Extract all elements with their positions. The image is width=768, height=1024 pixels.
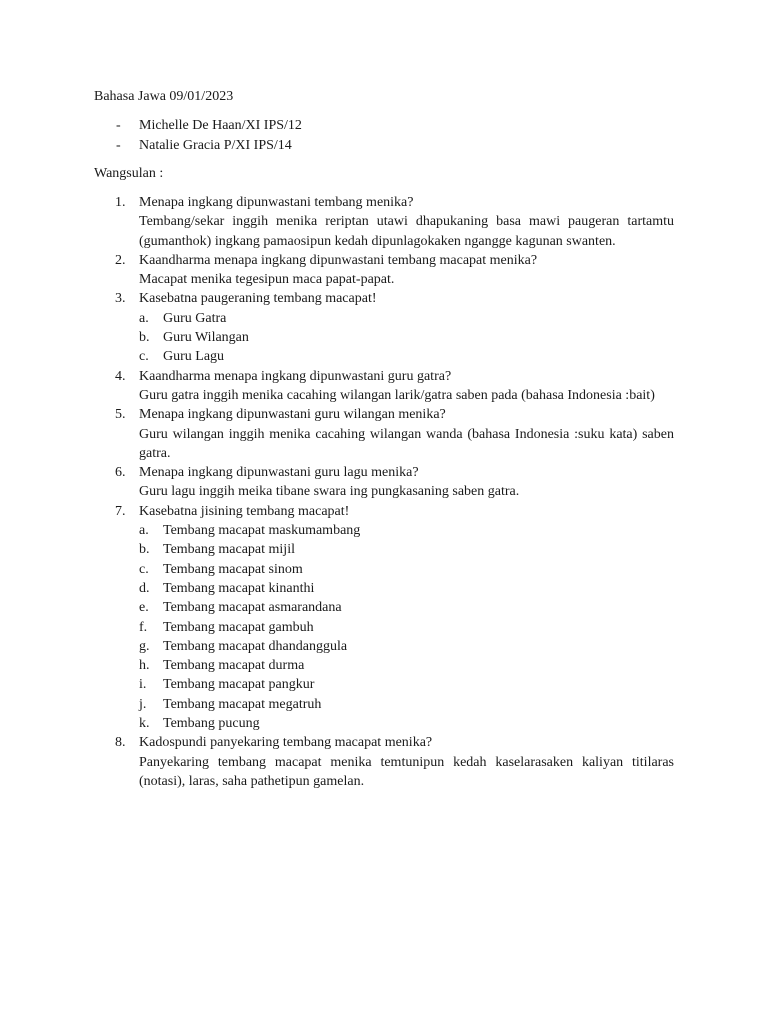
answer-sublist bbox=[139, 309, 674, 367]
question-number: 6. bbox=[115, 465, 126, 481]
sublist-item bbox=[139, 540, 674, 559]
sublist-item bbox=[139, 309, 674, 328]
sublist-text: Tembang pucung bbox=[163, 716, 260, 732]
question-number: 7. bbox=[115, 503, 126, 519]
author-name: Michelle De Haan/XI IPS/12 bbox=[139, 118, 302, 133]
question-number: 4. bbox=[115, 368, 126, 384]
question-text: Kaandharma menapa ingkang dipunwastani tembang macapat menika? bbox=[139, 252, 538, 268]
sublist-letter: d. bbox=[139, 580, 150, 596]
sublist-item bbox=[139, 714, 674, 733]
list-dash: - bbox=[116, 118, 121, 133]
sublist-item bbox=[139, 598, 674, 617]
sublist-letter: k. bbox=[139, 716, 150, 732]
question-number: 2. bbox=[115, 252, 126, 268]
sublist-item bbox=[139, 656, 674, 675]
sublist-letter: a. bbox=[139, 310, 149, 326]
sublist-item bbox=[139, 328, 674, 347]
question-text: Kaandharma menapa ingkang dipunwastani guru gatra? bbox=[139, 368, 452, 384]
answer-text: Macapat menika tegesipun maca papat-papat. bbox=[139, 272, 395, 288]
sublist-letter: c. bbox=[139, 561, 149, 577]
question-item bbox=[94, 251, 674, 290]
question-item bbox=[94, 463, 674, 502]
sublist-letter: b. bbox=[139, 330, 150, 346]
sublist-item bbox=[139, 695, 674, 714]
question-text: Menapa ingkang dipunwastani guru wilangan menika? bbox=[139, 407, 446, 423]
question-text: Kadospundi panyekaring tembang macapat menika? bbox=[139, 735, 433, 751]
sublist-item bbox=[139, 560, 674, 579]
sublist-letter: i. bbox=[139, 677, 147, 693]
question-item bbox=[94, 193, 674, 251]
author-item bbox=[94, 116, 694, 136]
question-number: 1. bbox=[115, 195, 126, 210]
author-list bbox=[94, 116, 694, 155]
sublist-letter: e. bbox=[139, 600, 149, 616]
answer-text: Guru lagu inggih meika tibane swara ing pungkasaning saben gatra. bbox=[139, 484, 520, 500]
question-number: 3. bbox=[115, 291, 126, 307]
sublist-text: Tembang macapat maskumambang bbox=[163, 523, 361, 539]
sublist-letter: c. bbox=[139, 349, 149, 365]
sublist-letter: h. bbox=[139, 658, 150, 674]
answers-label: Wangsulan : bbox=[94, 166, 164, 181]
sublist-item bbox=[139, 618, 674, 637]
question-text: Menapa ingkang dipunwastani tembang menika? bbox=[139, 195, 414, 210]
document-title: Bahasa Jawa 09/01/2023 bbox=[94, 89, 234, 104]
sublist-text: Tembang macapat asmarandana bbox=[163, 600, 342, 616]
question-item bbox=[94, 367, 674, 406]
answer-text: Guru wilangan inggih menika cacahing wilangan wanda (bahasa Indonesia :suku kata) saben gatra. bbox=[139, 426, 674, 461]
sublist-text: Tembang macapat sinom bbox=[163, 561, 303, 577]
sublist-letter: b. bbox=[139, 542, 150, 558]
answer-sublist bbox=[139, 521, 674, 733]
sublist-text: Tembang macapat mijil bbox=[163, 542, 295, 558]
list-dash: - bbox=[116, 137, 121, 153]
sublist-letter: j. bbox=[139, 696, 147, 712]
question-list bbox=[94, 193, 674, 791]
sublist-text: Tembang macapat durma bbox=[163, 658, 305, 674]
sublist-letter: f. bbox=[139, 619, 148, 635]
question-number: 8. bbox=[115, 735, 126, 751]
sublist-item bbox=[139, 521, 674, 540]
author-name: Natalie Gracia P/XI IPS/14 bbox=[139, 137, 292, 153]
sublist-text: Tembang macapat pangkur bbox=[163, 677, 315, 693]
question-text: Kasebatna jisining tembang macapat! bbox=[139, 503, 350, 519]
sublist-letter: g. bbox=[139, 638, 150, 654]
question-text: Menapa ingkang dipunwastani guru lagu menika? bbox=[139, 465, 419, 481]
sublist-item bbox=[139, 579, 674, 598]
sublist-letter: a. bbox=[139, 523, 149, 539]
question-item bbox=[94, 733, 674, 791]
sublist-text: Guru Gatra bbox=[163, 310, 227, 326]
question-item bbox=[94, 502, 674, 734]
question-text: Kasebatna paugeraning tembang macapat! bbox=[139, 291, 377, 307]
sublist-text: Tembang macapat kinanthi bbox=[163, 580, 315, 596]
question-number: 5. bbox=[115, 407, 126, 423]
answer-text: Panyekaring tembang macapat menika temtunipun kedah kaselarasaken kaliyan titilaras (notasi), laras, saha pathetipun gamelan. bbox=[139, 754, 674, 789]
question-item bbox=[94, 405, 674, 463]
sublist-text: Tembang macapat gambuh bbox=[163, 619, 314, 635]
sublist-item bbox=[139, 675, 674, 694]
sublist-text: Tembang macapat dhandanggula bbox=[163, 638, 348, 654]
sublist-item bbox=[139, 347, 674, 366]
answer-text: Guru gatra inggih menika cacahing wilangan larik/gatra saben pada (bahasa Indonesia :bait) bbox=[139, 387, 655, 403]
sublist-text: Guru Wilangan bbox=[163, 330, 249, 346]
answer-text: Tembang/sekar inggih menika reriptan utawi dhapukaning basa mawi paugeran tartamtu (gumanthok) ingkang pamaosipun kedah dipunlagokaken ngangge kagunan swanten. bbox=[139, 214, 674, 249]
author-item bbox=[94, 136, 694, 156]
sublist-text: Tembang macapat megatruh bbox=[163, 696, 322, 712]
sublist-item bbox=[139, 637, 674, 656]
sublist-text: Guru Lagu bbox=[163, 349, 225, 365]
question-item bbox=[94, 289, 674, 366]
